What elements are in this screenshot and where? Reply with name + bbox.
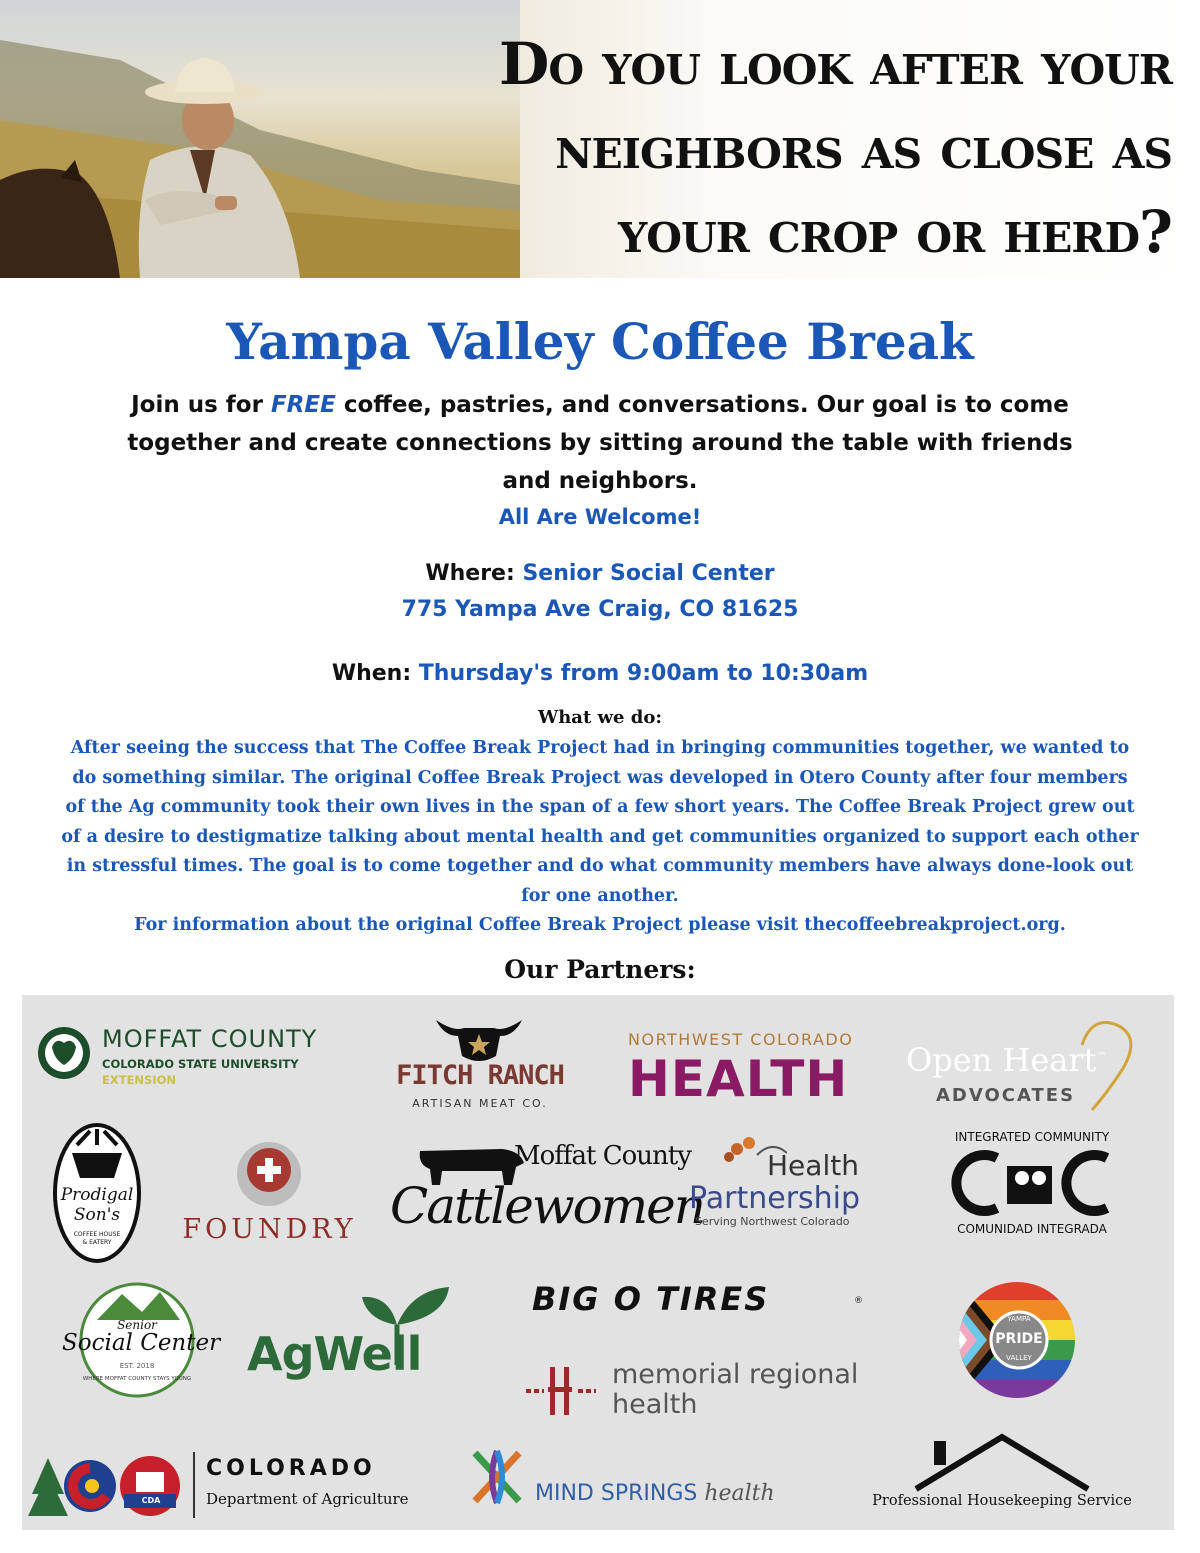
what-we-do-body — [60, 734, 1140, 941]
yampa-pride-logo — [957, 1280, 1077, 1400]
pride-top: YAMPA — [1007, 1315, 1031, 1323]
partners-heading: Our Partners: — [504, 955, 696, 984]
hp-line2: Partnership — [689, 1181, 861, 1216]
when-label: When: — [331, 661, 419, 686]
bull-head-icon — [434, 1010, 524, 1066]
memorial-regional-logo — [522, 1357, 862, 1427]
mind-springs-main: MIND SPRINGS health — [535, 1481, 775, 1506]
where-block — [0, 556, 1200, 628]
cda-badge: CDA — [141, 1496, 161, 1505]
icc-mark-icon — [947, 1148, 1117, 1218]
big-o-name: BIG O TIRES — [532, 1280, 770, 1318]
moffat-csu-line3: EXTENSION — [102, 1073, 177, 1087]
prodigal-line3: COFFEE HOUSE — [73, 1231, 121, 1238]
when-block — [0, 661, 1200, 686]
event-intro — [0, 386, 1200, 500]
icc-bottom: COMUNIDAD INTEGRADA — [957, 1222, 1107, 1236]
big-o-reg: ® — [854, 1296, 863, 1306]
senior-line1: Senior — [117, 1318, 157, 1332]
medical-cross-icon — [229, 1140, 309, 1210]
colorado-cda-icon — [28, 1450, 188, 1522]
where-address: 775 Yampa Ave Craig, CO 81625 — [401, 597, 799, 622]
prodigal-line1: Prodigal — [60, 1185, 134, 1205]
intro-text: and neighbors. — [502, 468, 698, 494]
cda-line1: COLORADO — [206, 1456, 376, 1481]
foundry-name: FOUNDRY — [182, 1214, 357, 1245]
hp-sub: Serving Northwest Colorado — [695, 1215, 850, 1228]
integrated-community-logo — [937, 1130, 1127, 1240]
where-place: Senior Social Center — [522, 561, 775, 586]
mind-springs-icon — [467, 1447, 527, 1507]
agwell-logo — [247, 1285, 447, 1395]
agwell-name: AgWell — [247, 1327, 422, 1381]
senior-ring: WHERE MOFFAT COUNTY STAYS YOUNG — [82, 1376, 192, 1382]
cda-line2: Department of Agriculture — [206, 1490, 409, 1508]
free-emphasis: FREE — [270, 392, 336, 418]
intro-text: Join us for — [131, 392, 271, 418]
prodigal-line4: & EATERY — [82, 1239, 112, 1246]
foundry-logo — [177, 1140, 362, 1250]
open-heart-main: Open Heart™ — [906, 1041, 1107, 1079]
icc-top: INTEGRATED COMMUNITY — [954, 1130, 1110, 1144]
senior-line2: Social Center — [62, 1330, 221, 1356]
headline — [292, 22, 1172, 274]
senior-center-logo — [62, 1280, 221, 1400]
what-we-do-text: After seeing the success that The Coffee Break Project had in bringing communities together, we wanted to do something similar. The original Coffee Break Project was developed in Otero County after four members of the Ag community took their own lives in the span of a few short years. The Coffee Break Project grew out of a desire to destigmatize talking about mental health and get communities organized to support each other in stressful times. The goal is to come together and do what community members have always done-look out for one another. — [61, 738, 1139, 906]
moffat-csu-line1: MOFFAT COUNTY — [102, 1025, 318, 1053]
headline-line: neighbors as close as — [555, 114, 1172, 182]
info-text: For information about the original Coffee Break Project please visit thecoffeebreakproject.org. — [134, 915, 1066, 935]
health-partnership-logo — [687, 1135, 897, 1230]
what-we-do-heading: What we do: — [538, 707, 662, 728]
nwch-top: NORTHWEST COLORADO — [628, 1030, 854, 1049]
welcome-text: All Are Welcome! — [498, 505, 702, 529]
moffat-csu-line2: COLORADO STATE UNIVERSITY — [102, 1057, 299, 1071]
fitch-ranch-sub: ARTISAN MEAT CO. — [412, 1097, 548, 1110]
housekeeping-name: Professional Housekeeping Service — [872, 1493, 1132, 1509]
fitch-ranch-name: FITCH RANCH — [396, 1060, 564, 1091]
prodigal-sons-logo — [52, 1123, 142, 1263]
cda-divider — [193, 1452, 195, 1518]
partners-panel — [22, 995, 1174, 1530]
hp-line1: Health — [767, 1149, 859, 1182]
moffat-csu-logo — [36, 1023, 346, 1093]
pride-main: PRIDE — [995, 1331, 1043, 1347]
headline-line: Do you look after your — [499, 30, 1172, 98]
event-title: Yampa Valley Coffee Break — [226, 312, 974, 371]
mrh-line2: health — [612, 1389, 698, 1420]
big-o-tires-logo — [532, 1280, 872, 1320]
prodigal-line2: Son's — [73, 1205, 121, 1225]
hero-banner — [0, 0, 1200, 278]
senior-est: EST. 2018 — [119, 1362, 155, 1370]
housekeeping-logo — [872, 1433, 1132, 1523]
csu-ram-icon — [36, 1025, 92, 1081]
cattlewomen-top: Moffat County — [514, 1141, 691, 1171]
open-heart-logo — [902, 1015, 1162, 1115]
mind-springs-logo — [467, 1445, 827, 1515]
headline-line: your crop or herd? — [617, 198, 1172, 266]
where-label: Where: — [425, 561, 523, 586]
intro-text: together and create connections by sitting around the table with friends — [127, 430, 1073, 456]
when-value: Thursday's from 9:00am to 10:30am — [418, 661, 869, 686]
intro-text: coffee, pastries, and conversations. Our goal is to come — [335, 392, 1069, 418]
open-heart-sub: ADVOCATES — [936, 1085, 1076, 1106]
cattlewomen-logo — [372, 1135, 704, 1245]
cda-logo — [28, 1450, 438, 1525]
mrh-mark-icon — [522, 1361, 602, 1421]
pride-bottom: VALLEY — [1006, 1354, 1032, 1362]
cattlewomen-main: Cattlewomen — [390, 1177, 704, 1235]
fitch-ranch-logo — [362, 1010, 598, 1120]
mrh-line1: memorial regional — [612, 1359, 859, 1390]
house-roof-icon — [912, 1433, 1092, 1493]
nwch-main: HEALTH — [628, 1050, 849, 1108]
nwch-logo — [628, 1030, 878, 1110]
